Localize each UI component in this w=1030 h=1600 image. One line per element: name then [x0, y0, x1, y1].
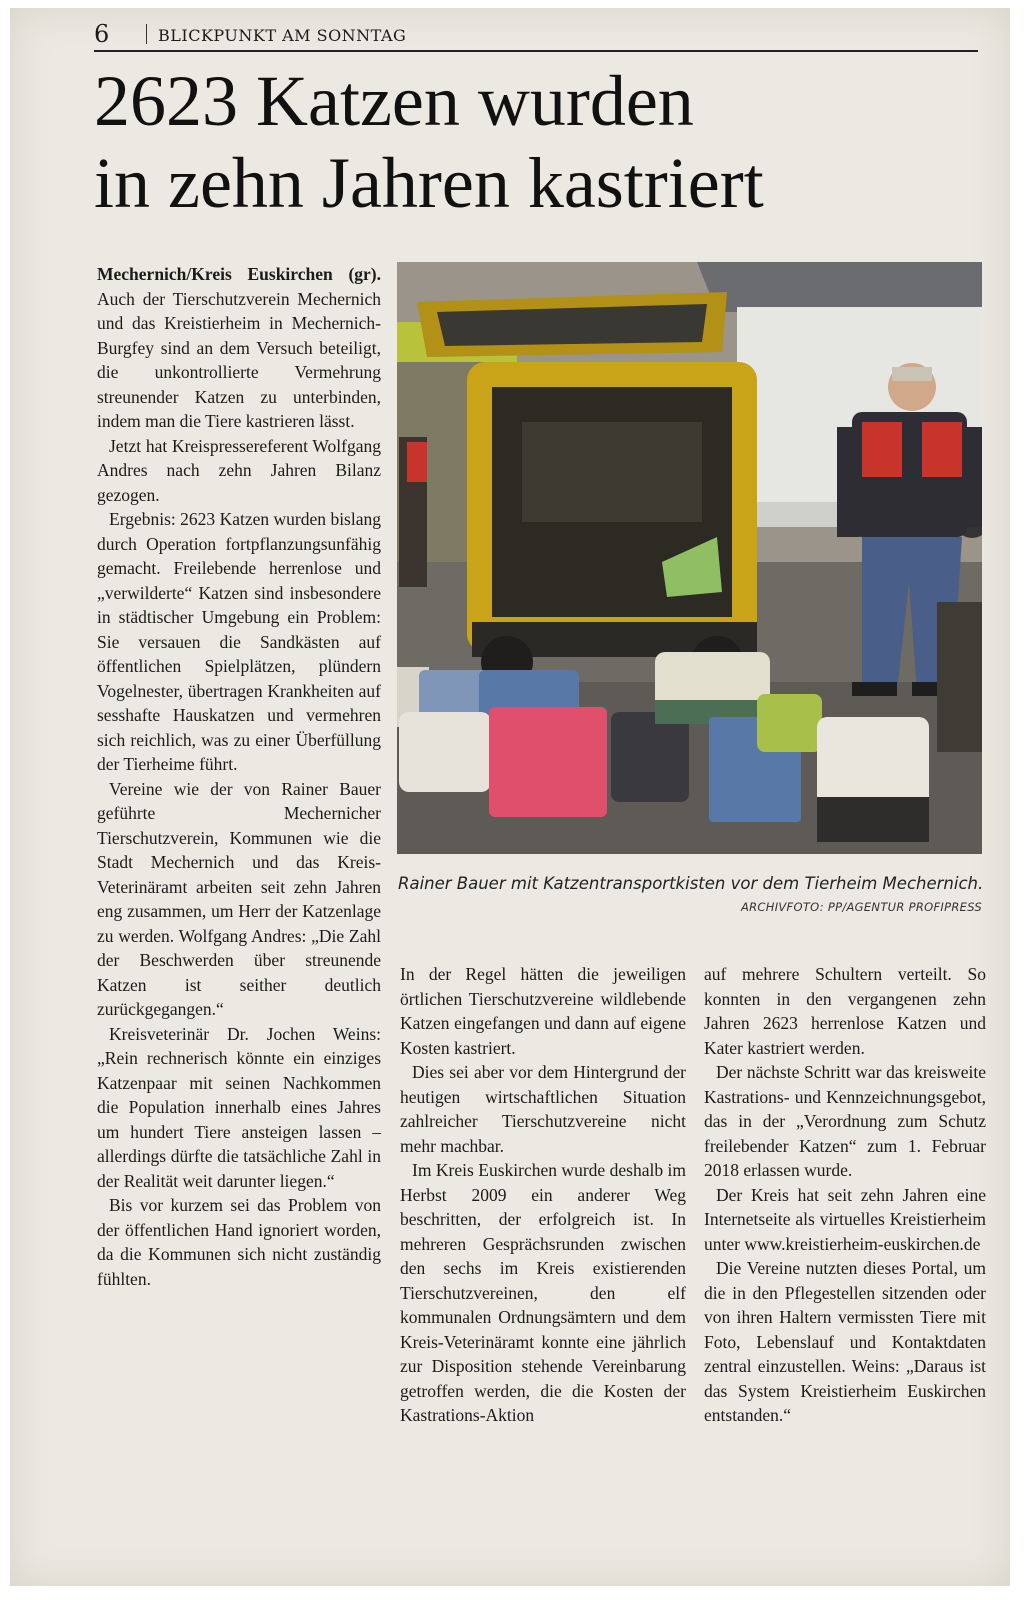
paragraph-text: Auch der Tierschutzverein Mechernich und das Kreistierheim in Mechernich-Burgfey sind an dem Versuch beteiligt, die unkontrollierte Vermehrung streunender Katzen zu unterbinden, indem man die Tiere kastrieren lässt.: [97, 288, 381, 431]
article-column-3: [704, 962, 986, 1428]
paragraph: Ergebnis: 2623 Katzen wurden bislang durch Operation fortpflanzungsunfähig gemacht. Freilebende herrenlose und „verwilderte“ Katzen sind insbesondere in städtischer Umgebung ein Problem: Sie versauen die Sandkästen auf öffentlichen Spielplätzen, plündern Vogelnester, übertragen Krankheiten auf sesshafte Hauskatzen und vermehren sich reichlich, was zu einer Überfüllung der Tierheime führt.: [97, 509, 381, 774]
headline-line-2: in zehn Jahren kastriert: [94, 143, 764, 223]
article-column-1: [97, 262, 381, 1291]
headline-line-1: 2623 Katzen wurden: [94, 61, 694, 141]
page-number: 6: [94, 20, 110, 48]
page-header: [94, 18, 978, 52]
paragraph: Der nächste Schritt war das kreisweite Kastrations- und Kennzeichnungsgebot, das in der „Verordnung zum Schutz freilebender Katzen“ zum 1. Februar 2018 erlassen wurde.: [704, 1062, 986, 1180]
paragraph: Im Kreis Euskirchen wurde deshalb im Herbst 2009 ein anderer Weg beschritten, der erfolgreich ist. In mehreren Gesprächsrunden zwischen den sechs im Kreis existierenden Tierschutzvereinen, den elf kommunalen Ordnungsämtern und dem Kreis-Veterinäramt konnte eine jährlich zur Disposition stehende Vereinbarung getroffen werden, die die Kosten der Kastrations-Aktion: [400, 1160, 686, 1425]
paragraph: Die Vereine nutzten dieses Portal, um die in den Pflegestellen sitzenden oder von ihren Haltern vermissten Tiere mit Foto, Lebenslauf und Kontaktdaten zentral einzustellen. Weins: „Daraus ist das System Kreistierheim Euskirchen entstanden.“: [704, 1258, 986, 1425]
photo-illustration: [397, 262, 982, 854]
dateline: Mechernich/Kreis Euskirchen (gr).: [97, 264, 381, 284]
paragraph: Kreisveterinär Dr. Jochen Weins: „Rein rechnerisch könnte ein einziges Katzenpaar mit seinen Nachkommen die Population innerhalb eines Jahres um hundert Tiere ansteigen lassen – allerdings dürfte die tatsächliche Zahl in der Realität weit darunter liegen.“: [97, 1023, 381, 1191]
paragraph: Bis vor kurzem sei das Problem von der öffentlichen Hand ignoriert worden, da die Kommunen sich nicht zuständig fühlten.: [97, 1195, 381, 1289]
paragraph: Jetzt hat Kreispressereferent Wolfgang Andres nach zehn Jahren Bilanz gezogen.: [97, 435, 381, 505]
header-divider: [146, 24, 147, 44]
paragraph: Der Kreis hat seit zehn Jahren eine Internetseite als virtuelles Kreistierheim unter www.kreistierheim-euskirchen.de: [704, 1184, 986, 1254]
article-headline: [94, 60, 994, 224]
paragraph: Vereine wie der von Rainer Bauer geführte Mechernicher Tierschutzverein, Kommunen wie die Stadt Mechernich und das Kreis-Veterinäramt arbeiten seit zehn Jahren eng zusammen, um Herr der Katzenlage zu werden. Wolfgang Andres: „Die Zahl der Beschwerden über streunende Katzen ist seither deutlich zurückgegangen.“: [97, 778, 381, 1019]
paragraph: In der Regel hätten die jeweiligen örtlichen Tierschutzvereine wildlebende Katzen eingefangen und dann auf eigene Kosten kastriert.: [400, 964, 686, 1058]
photo-caption: Rainer Bauer mit Katzentransportkisten vor dem Tierheim Mechernich.: [398, 874, 984, 893]
paragraph: [97, 262, 381, 434]
photo-credit: ARCHIVFOTO: PP/AGENTUR PROFIPRESS: [740, 900, 982, 914]
section-name: BLICKPUNKT AM SONNTAG: [158, 26, 407, 45]
article-column-2: [400, 962, 686, 1428]
paragraph: Dies sei aber vor dem Hintergrund der heutigen wirtschaftlichen Situation zahlreicher Tierschutzvereine nicht mehr machbar.: [400, 1062, 686, 1156]
paragraph: auf mehrere Schultern verteilt. So konnten in den vergangenen zehn Jahren 2623 herrenlose Katzen und Kater kastriert werden.: [704, 964, 986, 1058]
article-photo: [397, 262, 982, 854]
